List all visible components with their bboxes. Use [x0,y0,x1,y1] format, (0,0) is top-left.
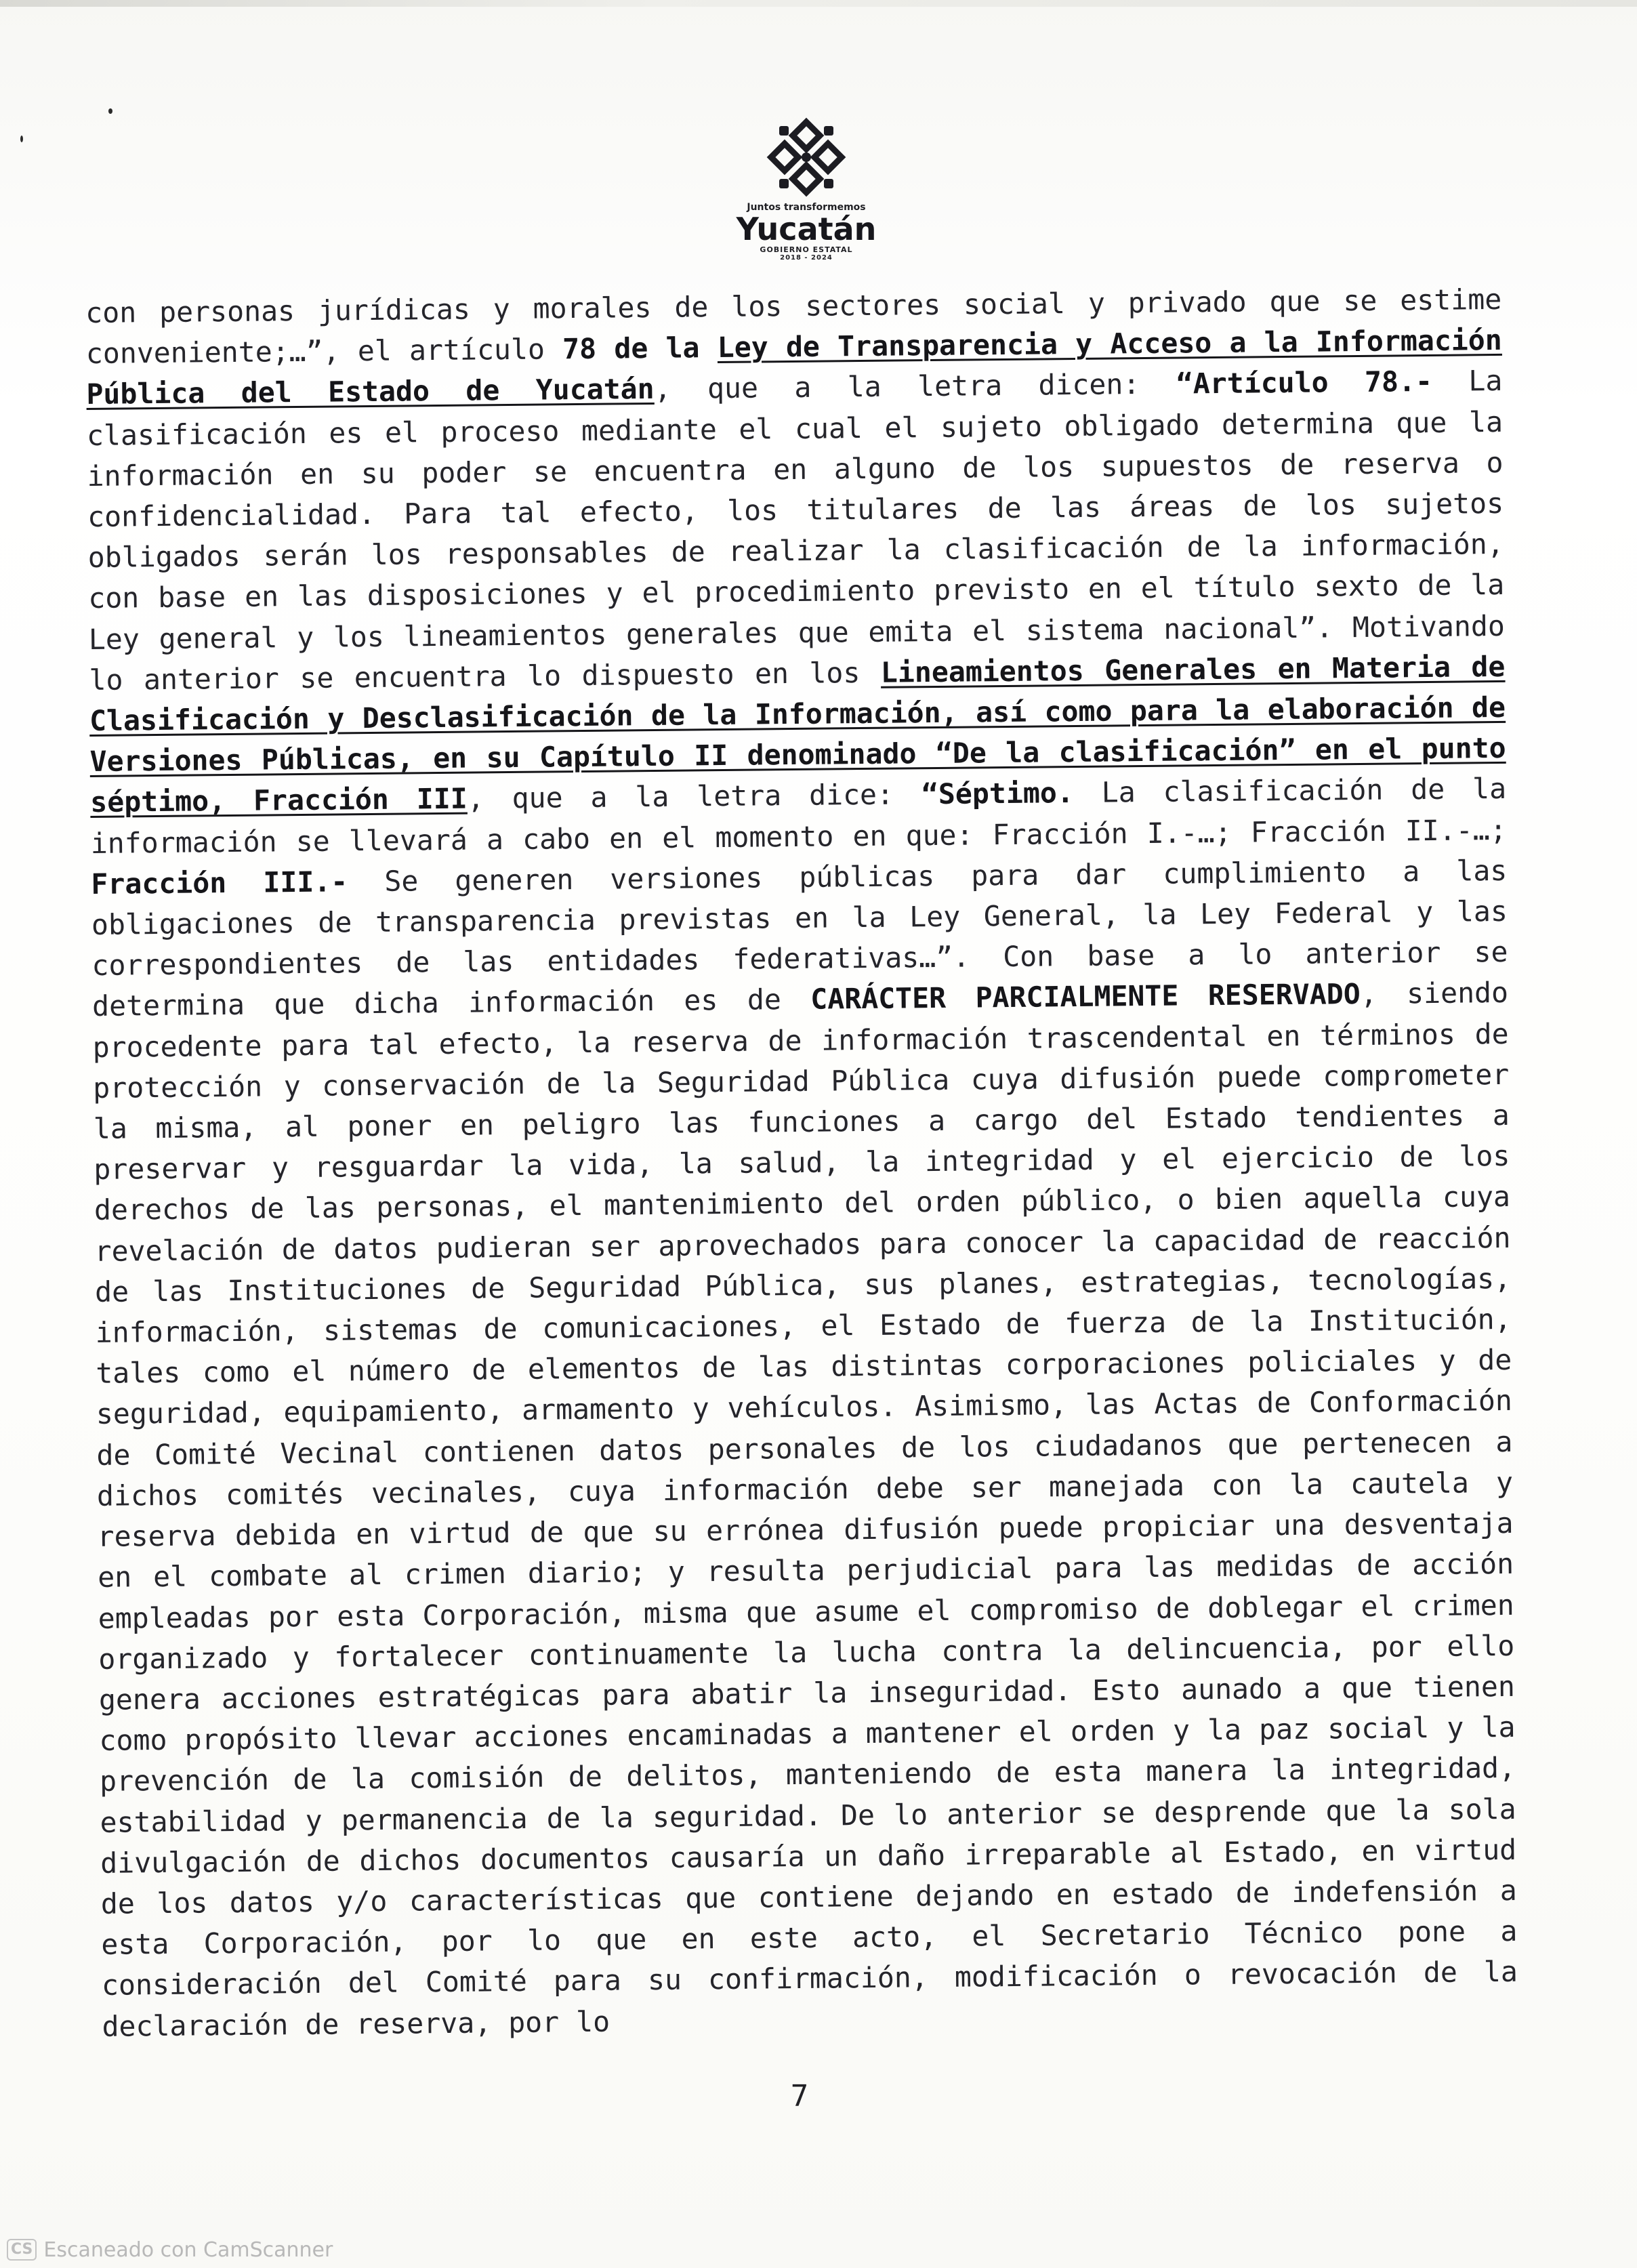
body-text-bold: 78 de la [562,331,718,366]
page-number: 7 [790,2079,809,2114]
page-top-edge [0,0,1637,7]
guidelines-reference-underlined: Lineamientos Generales en Materia de Clasificación y Desclasificación de la Información, así como para la elaboración de Versiones Públicas, en su Capítulo II denominado “De la clasificación” en el punto séptimo, Fracción III [89,649,1506,819]
fraccion-iii-heading: Fracción III.- [91,865,348,901]
body-text-run: La clasificación de la información se llevará a cabo en el momento en que: Fracción I.-…; Fracción II.-…; [90,772,1507,860]
document-body [85,279,1518,2047]
camscanner-watermark [7,2238,333,2262]
body-text-run: , que a la letra dicen: [654,367,1177,406]
law-reference-underlined: Ley de Transparencia y Acceso a la Información Pública del Estado de Yucatán [86,323,1502,411]
body-text-run: , que a la letra dice: [467,777,922,816]
logo-years: 2018 - 2024 [780,254,833,262]
logo-name: Yucatán [736,211,877,247]
article-78-heading: “Artículo 78.- [1176,365,1433,400]
body-text-run: Se generen versiones públicas para dar cumplimiento a las obligaciones de transparencia previstas en la Ley General, la Ley Federal y las correspondientes de las entidades federativas…”. Con base a lo anterior se determina que dicha información es de [91,853,1508,1023]
scan-speck [20,136,23,142]
yucatan-emblem-icon [766,117,847,198]
body-paragraph [85,279,1518,2047]
body-text-run: , siendo procedente para tal efecto, la reserva de información trascendental en términos de protección y conservación de la Seguridad Pública cuya difusión puede comprometer la misma, al poner en peligro las funciones a cargo del Estado tendientes a preservar y resguardar la vida, la salud, la integridad y el ejercicio de los derechos de las personas, el mantenimiento del orden público, o bien aquella cuya revelación de datos pudieran ser aprovechados para conocer la capacidad de reacción de las Instituciones de Seguridad Pública, sus planes, estrategias, tecnologías, información, sistemas de comunicaciones, el Estado de fuerza de la Institución, tales como el número de elementos de las distintas corporaciones policiales y de seguridad, equipamiento, armamento y vehículos. Asimismo, las Actas de Conformación de Comité Vecinal contienen datos personales de los ciudadanos que pertenecen a dichos comités vecinales, cuya información debe ser manejada con la cautela y reserva debida en virtud de que su errónea difusión puede propiciar una desventaja en el combate al crimen diario; y resulta perjudicial para las medidas de acción empleadas por esta Corporación, misma que asume el compromiso de doblegar el crimen organizado y fortalecer continuamente la lucha contra la delincuencia, por ello genera acciones estratégicas para abatir la inseguridad. Esto aunado a que tienen como propósito llevar acciones encaminadas a mantener el orden y la paz social y la prevención de la comisión de delitos, manteniendo de esta manera la integridad, estabilidad y permanencia de la seguridad. De lo anterior se desprende que la sola divulgación de dichos documentos causaría un daño irreparable al Estado, en virtud de los datos y/o características que contiene dejando en estado de indefensión a esta Corporación, por lo que en este acto, el Secretario Técnico pone a consideración del Comité para su confirmación, modificación o revocación de la declaración de reserva, por lo [92,976,1518,2043]
yucatan-logo [705,117,908,293]
reserved-character-label: CARÁCTER PARCIALMENTE RESERVADO [810,977,1361,1016]
camscanner-logo-icon: CS [7,2239,37,2261]
logo-subtitle: GOBIERNO ESTATAL [760,245,853,254]
septimo-heading: “Séptimo. [921,776,1075,811]
body-text-run: con personas jurídicas y morales de los sectores social y privado que se estime conveniente;…”, el artículo [85,282,1502,371]
logo-tagline: Juntos transformemos [747,202,866,213]
scan-speck [108,108,112,114]
body-text-run: La clasificación es el proceso mediante el cual el sujeto obligado determina que la información en su poder se encuentra en alguno de los supuestos de reserva o confidencialidad. Para tal efecto, los titulares de las áreas de los sujetos obligados serán los responsables de realizar la clasificación de la información, con base en las disposiciones y el procedimiento previsto en el título sexto de la Ley general y los lineamientos generales que emita el sistema nacional”. Motivando lo anterior se encuentra lo dispuesto en los [86,364,1506,697]
watermark-text: Escaneado con CamScanner [43,2238,333,2262]
